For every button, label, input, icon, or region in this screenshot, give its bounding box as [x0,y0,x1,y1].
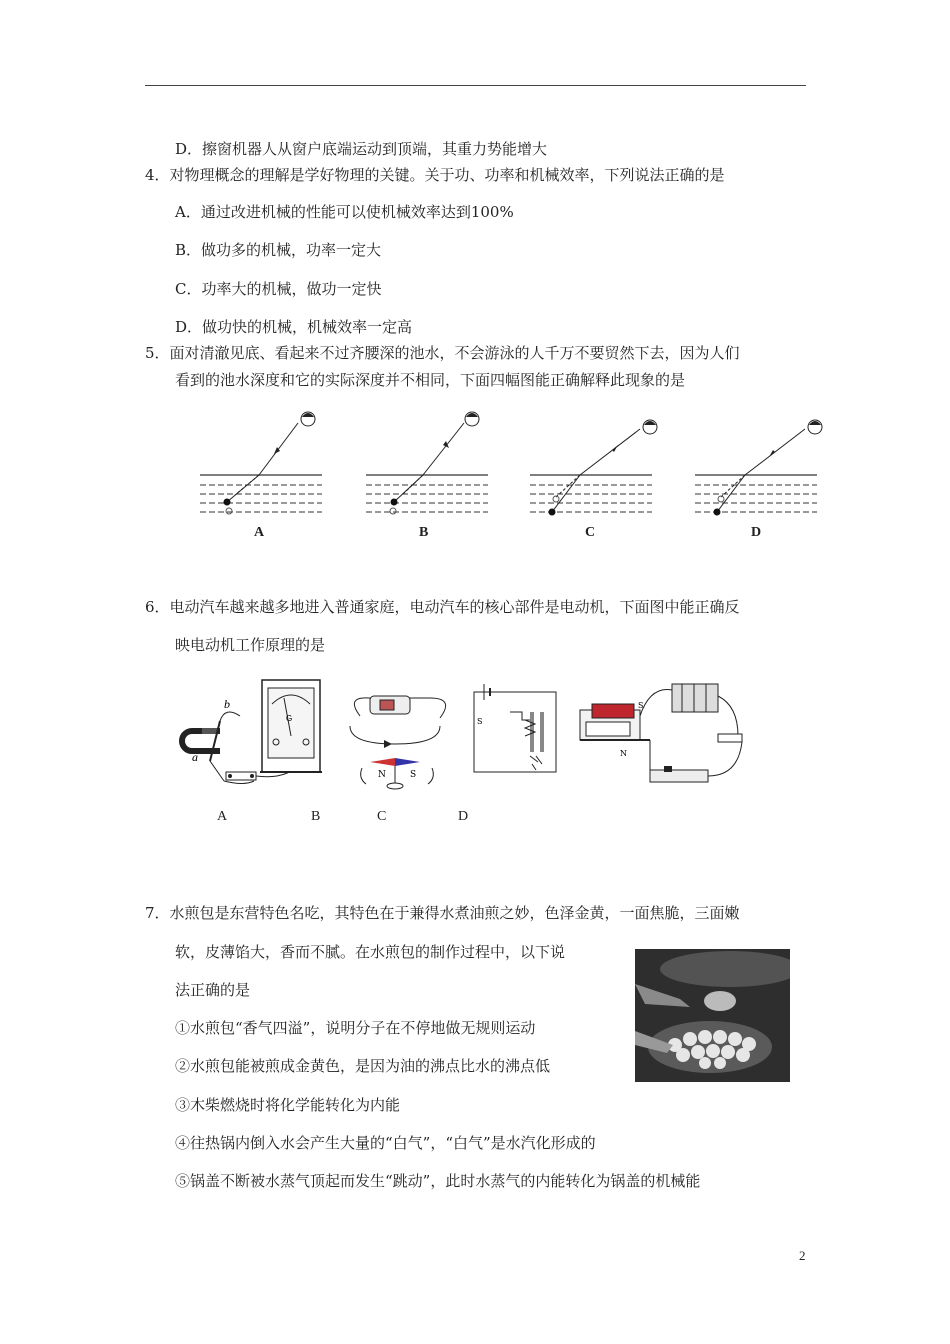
q6-figures [180,676,760,796]
q6-figure-b [260,680,322,772]
q6-figure-e [580,684,742,782]
q6-figure-c [350,696,446,789]
q6-stem-line1: 6．电动汽车越来越多地进入普通家庭，电动汽车的核心部件是电动机，下面图中能正确反 [145,598,740,616]
q6-text-magnet-s: S [638,701,644,710]
q6-text-n: N [378,770,386,780]
q4-option-a: A．通过改进机械的性能可以使机械效率达到100% [175,203,514,221]
q4-stem: 4．对物理概念的理解是学好物理的关键。关于功、功率和机械效率，下列说法正确的是 [145,166,725,184]
q7-item-2: ②水煎包能被煎成金黄色，是因为油的沸点比水的沸点低 [175,1057,551,1075]
q6-label-d: D [458,809,469,824]
q7-stem-line1: 7．水煎包是东营特色名吃，其特色在于兼得水煮油煎之妙，色泽金黄，一面焦脆，三面嫩 [145,904,740,922]
q6-stem-line2: 映电动机工作原理的是 [175,636,326,654]
q7-item-1: ①水煎包“香气四溢”，说明分子在不停地做无规则运动 [175,1019,536,1037]
page-number: 2 [799,1248,806,1263]
q7-item-5: ⑤锅盖不断被水蒸气顶起而发生“跳动”，此时水蒸气的内能转化为锅盖的机械能 [175,1172,701,1190]
q5-stem-line2: 看到的池水深度和它的实际深度并不相同，下面四幅图能正确解释此现象的是 [175,371,686,389]
q5-figure-b [366,405,496,525]
q6-text-a: a [192,750,198,764]
q6-label-c: C [377,809,387,824]
q7-item-4: ④往热锅内倒入水会产生大量的“白气”，“白气”是水汽化形成的 [175,1134,596,1152]
q6-text-s: S [410,770,417,780]
q6-text-magnet-n: N [620,749,627,758]
q5-stem-line1: 5．面对清澈见底、看起来不过齐腰深的池水，不会游泳的人千万不要贸然下去，因为人们 [145,344,740,362]
q6-label-a: A [217,809,228,824]
q5-figure-d [695,405,825,525]
header-rule [145,85,806,86]
q6-label-b: B [311,809,321,824]
q5-label-b: B [419,525,429,540]
q7-photo-buns [635,949,790,1082]
q5-figure-c [530,405,660,525]
q5-label-c: C [585,525,596,540]
q7-item-3: ③木柴燃烧时将化学能转化为内能 [175,1096,401,1114]
q7-stem-line2: 软，皮薄馅大，香而不腻。在水煎包的制作过程中，以下说 [175,943,566,961]
q6-text-b: b [224,697,230,711]
q4-option-d: D．做功快的机械，机械效率一定高 [175,318,413,336]
q6-text-g: G [286,714,293,723]
q6-figure-d [474,684,556,772]
q7-stem-line3: 法正确的是 [175,981,251,999]
q5-figure-a [200,405,330,525]
q4-option-c: C．功率大的机械，做功一定快 [175,280,382,298]
q6-text-switch-s: S [477,717,483,726]
q5-label-a: A [254,525,265,540]
q4-option-b: B．做功多的机械，功率一定大 [175,241,382,259]
q3-option-d: D．擦窗机器人从窗户底端运动到顶端，其重力势能增大 [175,140,548,158]
q5-label-d: D [751,525,762,540]
